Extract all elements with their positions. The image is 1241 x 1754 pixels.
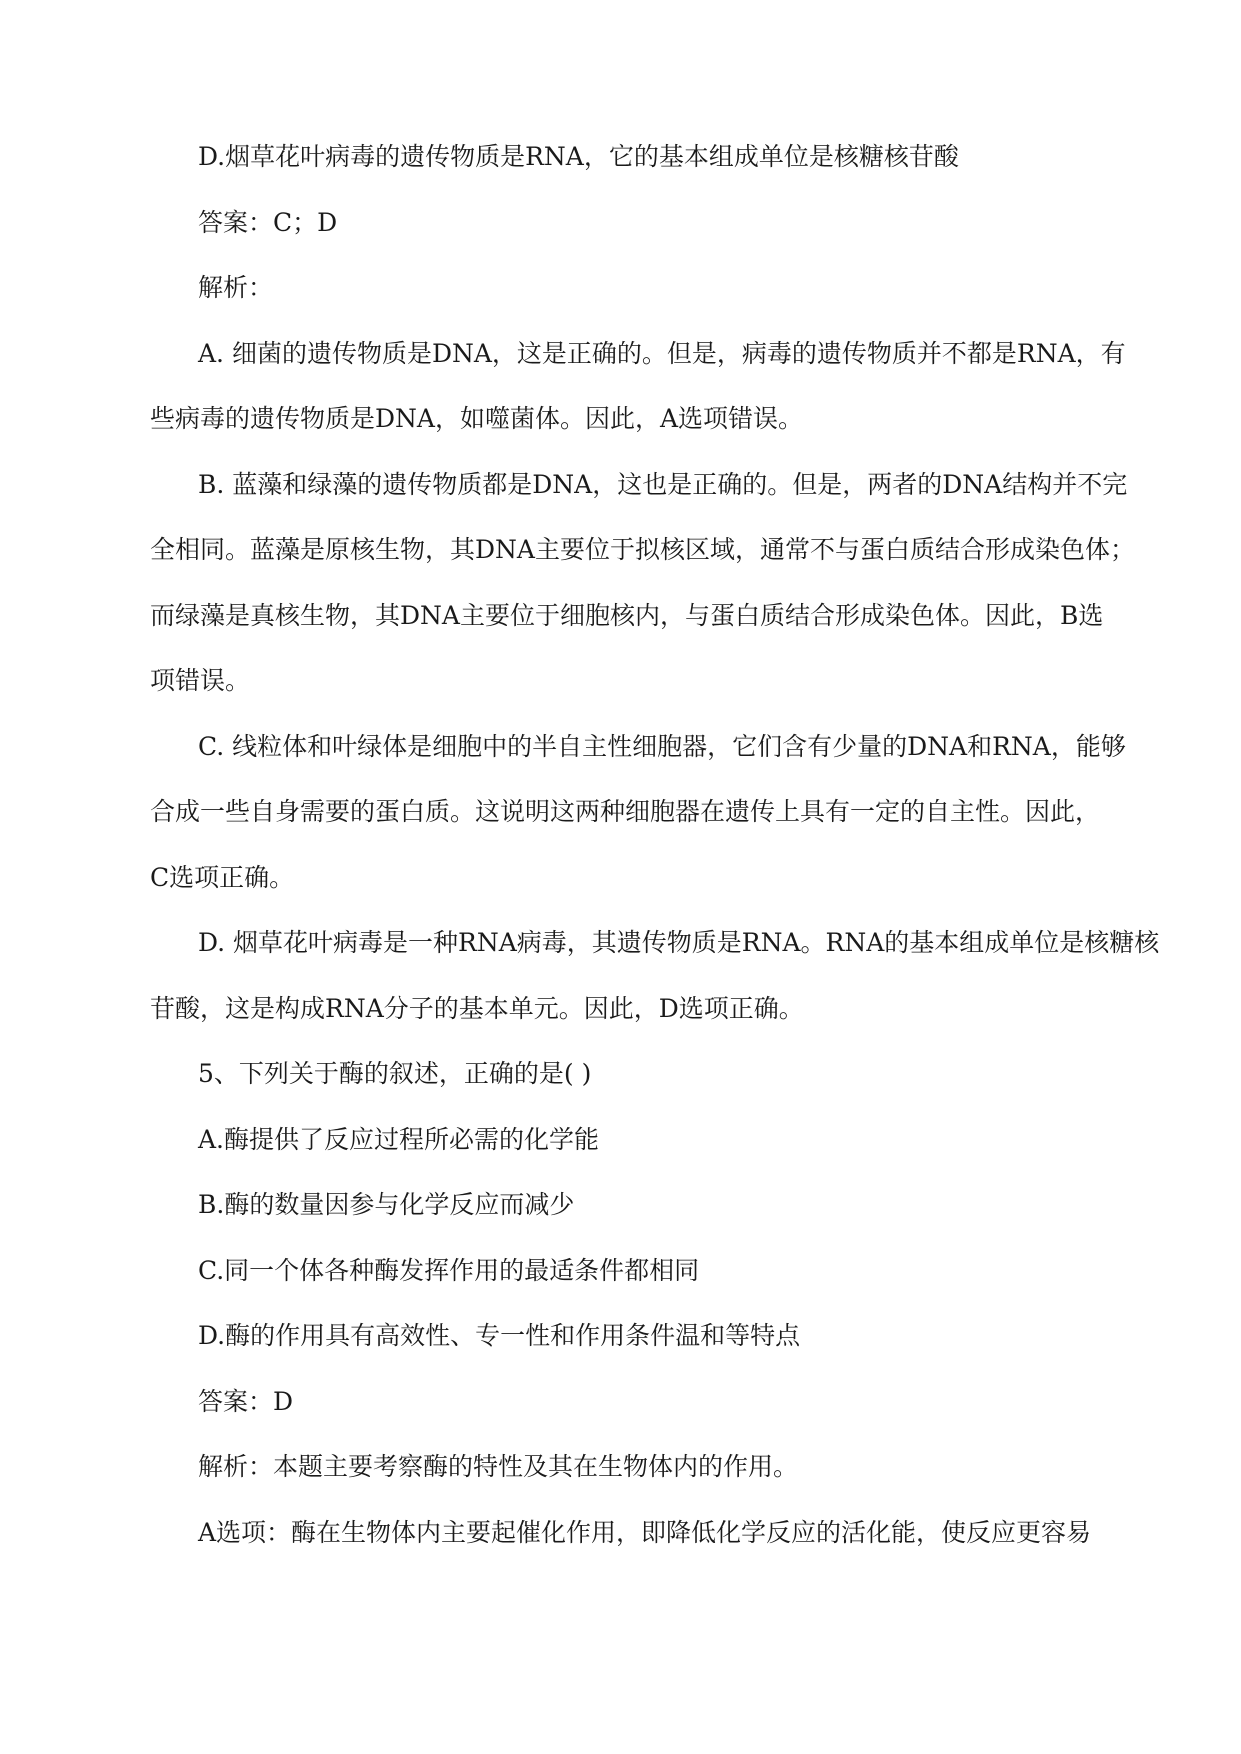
option-a-q5: A.酶提供了反应过程所必需的化学能 [198, 1124, 600, 1154]
analysis-a-line-1: A. 细菌的遗传物质是DNA，这是正确的。但是，病毒的遗传物质并不都是RNA，有 [198, 338, 1126, 368]
option-d-q4: D.烟草花叶病毒的遗传物质是RNA，它的基本组成单位是核糖核苷酸 [198, 142, 959, 171]
analysis-d-line-2: 苷酸，这是构成RNA分子的基本单元。因此，D选项正确。 [150, 993, 804, 1023]
analysis-label-q4: 解析： [198, 273, 274, 302]
analysis-b-line-1: B. 蓝藻和绿藻的遗传物质都是DNA，这也是正确的。但是，两者的DNA结构并不完 [198, 469, 1128, 499]
answer-q4: 答案：C；D [198, 207, 338, 237]
analysis-c-line-1: C. 线粒体和叶绿体是细胞中的半自主性细胞器，它们含有少量的DNA和RNA，能够 [198, 731, 1126, 761]
analysis-c-line-2: 合成一些自身需要的蛋白质。这说明这两种细胞器在遗传上具有一定的自主性。因此， [150, 797, 1101, 826]
analysis-b-line-2: 全相同。蓝藻是原核生物，其DNA主要位于拟核区域，通常不与蛋白质结合形成染色体； [150, 535, 1135, 564]
analysis-c-line-3: C选项正确。 [150, 862, 295, 892]
option-c-q5: C.同一个体各种酶发挥作用的最适条件都相同 [198, 1255, 700, 1285]
analysis-d-line-1: D. 烟草花叶病毒是一种RNA病毒，其遗传物质是RNA。RNA的基本组成单位是核糖核 [198, 928, 1160, 957]
analysis-a-line-2: 些病毒的遗传物质是DNA，如噬菌体。因此，A选项错误。 [150, 404, 804, 433]
analysis-b-line-4: 项错误。 [150, 666, 251, 695]
analysis-b-line-3: 而绿藻是真核生物，其DNA主要位于细胞核内，与蛋白质结合形成染色体。因此，B选 [150, 600, 1104, 630]
answer-q5: 答案：D [198, 1386, 294, 1416]
document-body [150, 141, 1160, 1549]
option-b-q5: B.酶的数量因参与化学反应而减少 [198, 1190, 575, 1219]
analysis-q5: 解析：本题主要考察酶的特性及其在生物体内的作用。 [198, 1452, 799, 1481]
analysis-q5-a-line-1: A选项：酶在生物体内主要起催化作用，即降低化学反应的活化能，使反应更容易 [198, 1517, 1092, 1547]
option-d-q5: D.酶的作用具有高效性、专一性和作用条件温和等特点 [198, 1321, 801, 1350]
question-5: 5、下列关于酶的叙述，正确的是( ) [198, 1059, 592, 1088]
